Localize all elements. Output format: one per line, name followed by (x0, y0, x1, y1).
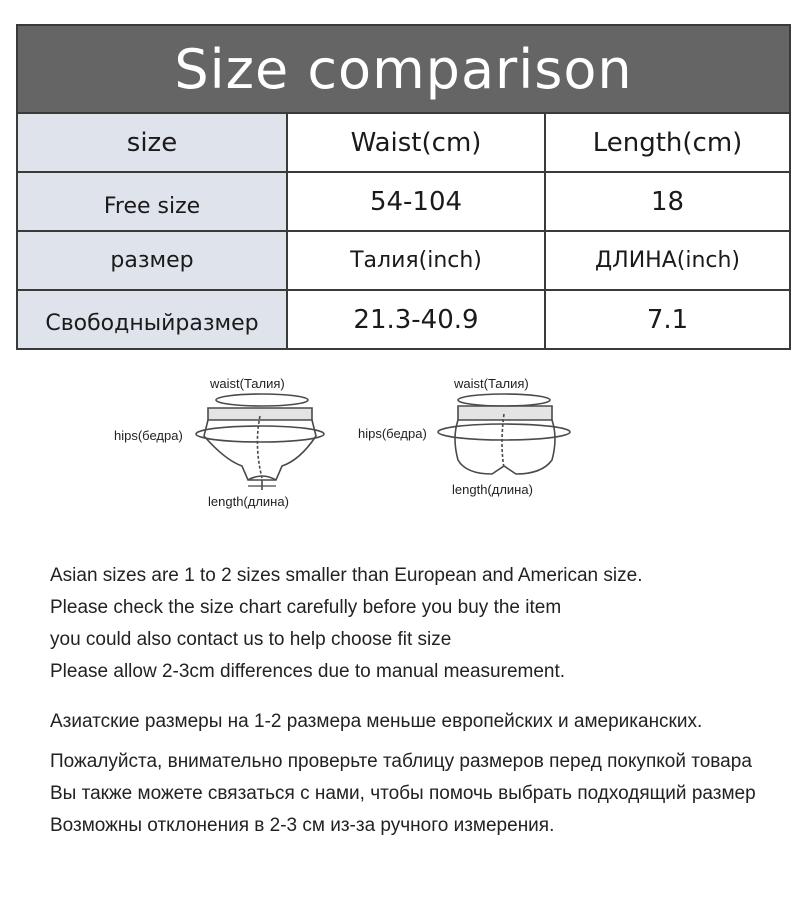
cell-length-cm-header: Length(cm) (592, 127, 743, 158)
cell-ru-free-size-label: Свободныйразмер (18, 291, 288, 348)
cell-waist-inch-header: Талия(inch) (288, 232, 546, 289)
note-line: Please check the size chart carefully before you buy the item (50, 597, 562, 618)
table-row-ru-free-size (18, 291, 789, 348)
right-waist-label: waist(Талия) (454, 376, 529, 391)
size-comparison-table (16, 24, 791, 350)
cell-length-inch-value: 7.1 (646, 304, 689, 335)
note-line-ru: Возможны отклонения в 2-3 см из-за ручного измерения. (50, 815, 555, 836)
right-length-label: length(длина) (452, 482, 533, 497)
cell-waist-cm-value: 54-104 (288, 173, 546, 230)
cell-waist-inch-value: 21.3-40.9 (288, 291, 546, 348)
boxer-measurement-diagram (356, 368, 596, 518)
brief-measurement-diagram (100, 368, 340, 518)
cell-waist-cm-header: Waist(cm) (288, 114, 546, 171)
note-line-ru: Вы также можете связаться с нами, чтобы помочь выбрать подходящий размер (50, 783, 756, 804)
notes-english (50, 560, 642, 688)
note-line-ru: Азиатские размеры на 1-2 размера меньше европейских и американских. (50, 711, 703, 732)
note-line: Please allow 2-3cm differences due to manual measurement. (50, 661, 566, 682)
cell-free-size-label: Free size (18, 173, 288, 230)
left-hips-label: hips(бедра) (114, 428, 183, 443)
table-row-header (18, 114, 789, 173)
right-hips-label: hips(бедра) (358, 426, 427, 441)
left-waist-label: waist(Талия) (210, 376, 285, 391)
cell-length-cm-value: 18 (650, 186, 685, 217)
table-row-free-size (18, 173, 789, 232)
cell-size-label: size (18, 114, 288, 171)
cell-length-inch-header: ДЛИНА(inch) (594, 248, 741, 273)
table-row-ru-header (18, 232, 789, 291)
note-line: you could also contact us to help choose fit size (50, 629, 452, 650)
left-length-label: length(длина) (208, 494, 289, 509)
cell-ru-size-label: размер (18, 232, 288, 289)
table-title: Size comparison (18, 26, 789, 114)
notes-russian (50, 706, 790, 842)
note-line: Asian sizes are 1 to 2 sizes smaller than European and American size. (50, 565, 643, 586)
note-line-ru: Пожалуйста, внимательно проверьте таблицу размеров перед покупкой товара (50, 751, 752, 772)
